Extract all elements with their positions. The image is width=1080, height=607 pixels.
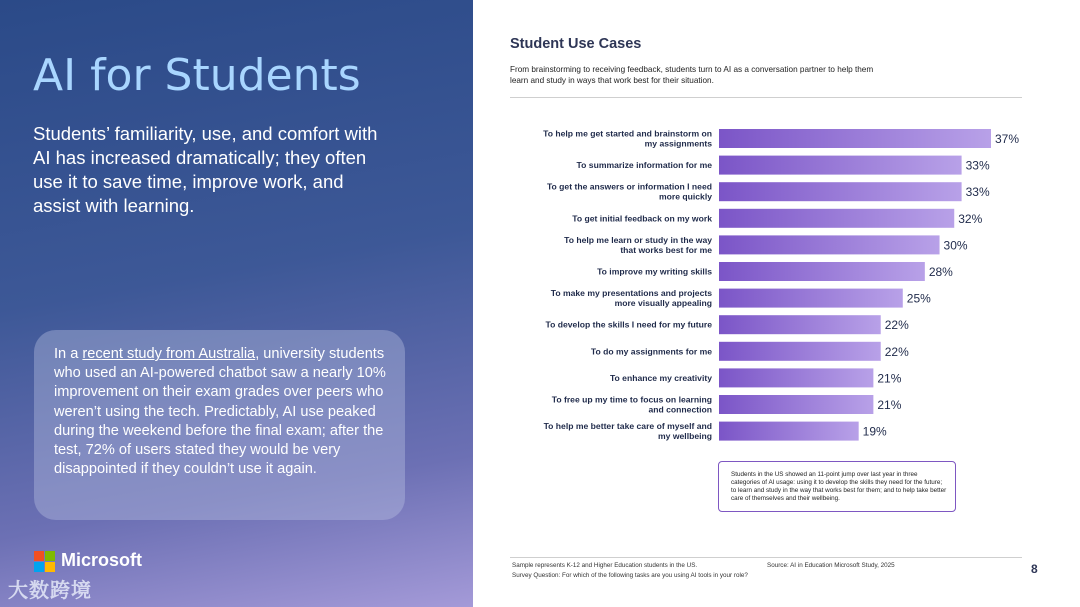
divider xyxy=(510,97,1022,98)
category-label: To enhance my creativity xyxy=(609,372,712,383)
category-label: To summarize information for me xyxy=(576,160,712,171)
intro-paragraph: Students’ familiarity, use, and comfort with AI has increased dramatically; they often use it to save time, improve work, and assist with learning. xyxy=(33,123,378,216)
watermark: 大数跨境 xyxy=(8,580,92,602)
footer-source: Source: AI in Education Microsoft Study, 2025 xyxy=(767,562,895,569)
category-label: To improve my writing skills xyxy=(597,266,712,277)
study-callout xyxy=(34,330,405,520)
bar xyxy=(719,395,873,414)
logo-square-blue xyxy=(34,562,44,572)
category-label: To do my assignments for me xyxy=(590,346,712,357)
page-number: 8 xyxy=(1031,562,1038,576)
callout-prefix: In a xyxy=(54,346,83,362)
bar xyxy=(719,209,954,228)
category-label: To get the answers or information I need more quickly xyxy=(546,181,712,202)
category-label: To help me learn or study in the way that works best for me xyxy=(564,234,712,255)
bar xyxy=(719,182,962,201)
bar xyxy=(719,262,925,281)
footer-divider xyxy=(510,557,1022,558)
category-label: To help me get started and brainstorm on my assignments xyxy=(543,128,712,149)
bar-value-label: 22% xyxy=(884,318,909,333)
callout-suffix: , university students who used an AI-powered chatbot saw a nearly 10% improvement on their exam grades over peers who weren’t using the tech. Predictably, AI use peaked during the weekend before the final exam; after the test, 72% of users stated they would be very disappointed if they couldn’t use it again. xyxy=(54,346,386,478)
category-label: To get initial feedback on my work xyxy=(572,213,712,224)
bar-value-label: 21% xyxy=(877,371,902,386)
category-label: To help me better take care of myself and my wellbeing xyxy=(543,421,712,442)
chart-subtitle: From brainstorming to receiving feedback, students turn to AI as a conversation partner to help them learn and study in ways that work best for their situation. xyxy=(510,65,874,85)
bar-value-label: 21% xyxy=(877,398,902,412)
callout-text xyxy=(54,345,389,479)
logo-square-red xyxy=(34,551,44,561)
bar-value-label: 28% xyxy=(928,265,953,279)
bar-value-label: 33% xyxy=(965,158,990,173)
note-text: Students in the US showed an 11-point jump over last year in three categories of AI usage: using it to develop the skills they need for the future; to learn and study in the way that works best for them; and to help take better care of themselves and their wellbeing. xyxy=(731,471,947,502)
bar xyxy=(719,422,859,441)
study-link[interactable]: recent study from Australia xyxy=(82,346,256,362)
bar xyxy=(719,342,881,361)
microsoft-wordmark: Microsoft xyxy=(61,550,142,570)
bar-value-label: 22% xyxy=(884,344,909,359)
bar-value-label: 37% xyxy=(995,132,1020,146)
bar xyxy=(719,289,903,308)
bar xyxy=(719,156,962,175)
logo-square-green xyxy=(45,551,55,561)
logo-square-yellow xyxy=(45,562,55,572)
bar-value-label: 30% xyxy=(943,238,968,253)
microsoft-logo-icon xyxy=(34,551,56,573)
bar-value-label: 32% xyxy=(958,211,983,226)
category-label: To make my presentations and projects more visually appealing xyxy=(550,288,712,309)
left-panel xyxy=(0,0,473,607)
chart-title: Student Use Cases xyxy=(510,36,642,52)
bar xyxy=(719,368,873,387)
category-label: To free up my time to focus on learning and connection xyxy=(551,394,712,415)
bar-value-label: 25% xyxy=(906,291,931,306)
footer-survey-question: Survey Question: For which of the following tasks are you using AI tools in your role? xyxy=(512,572,748,579)
bar-chart xyxy=(500,120,1040,450)
bar-value-label: 33% xyxy=(965,185,990,200)
category-label: To develop the skills I need for my future xyxy=(545,319,712,330)
footer-sample-note: Sample represents K-12 and Higher Education students in the US. xyxy=(512,562,698,569)
bar-value-label: 19% xyxy=(862,424,887,439)
bar xyxy=(719,315,881,334)
note-box xyxy=(718,461,956,512)
slide-title: AI for Students xyxy=(33,50,361,101)
bar xyxy=(719,235,940,254)
bar xyxy=(719,129,991,148)
